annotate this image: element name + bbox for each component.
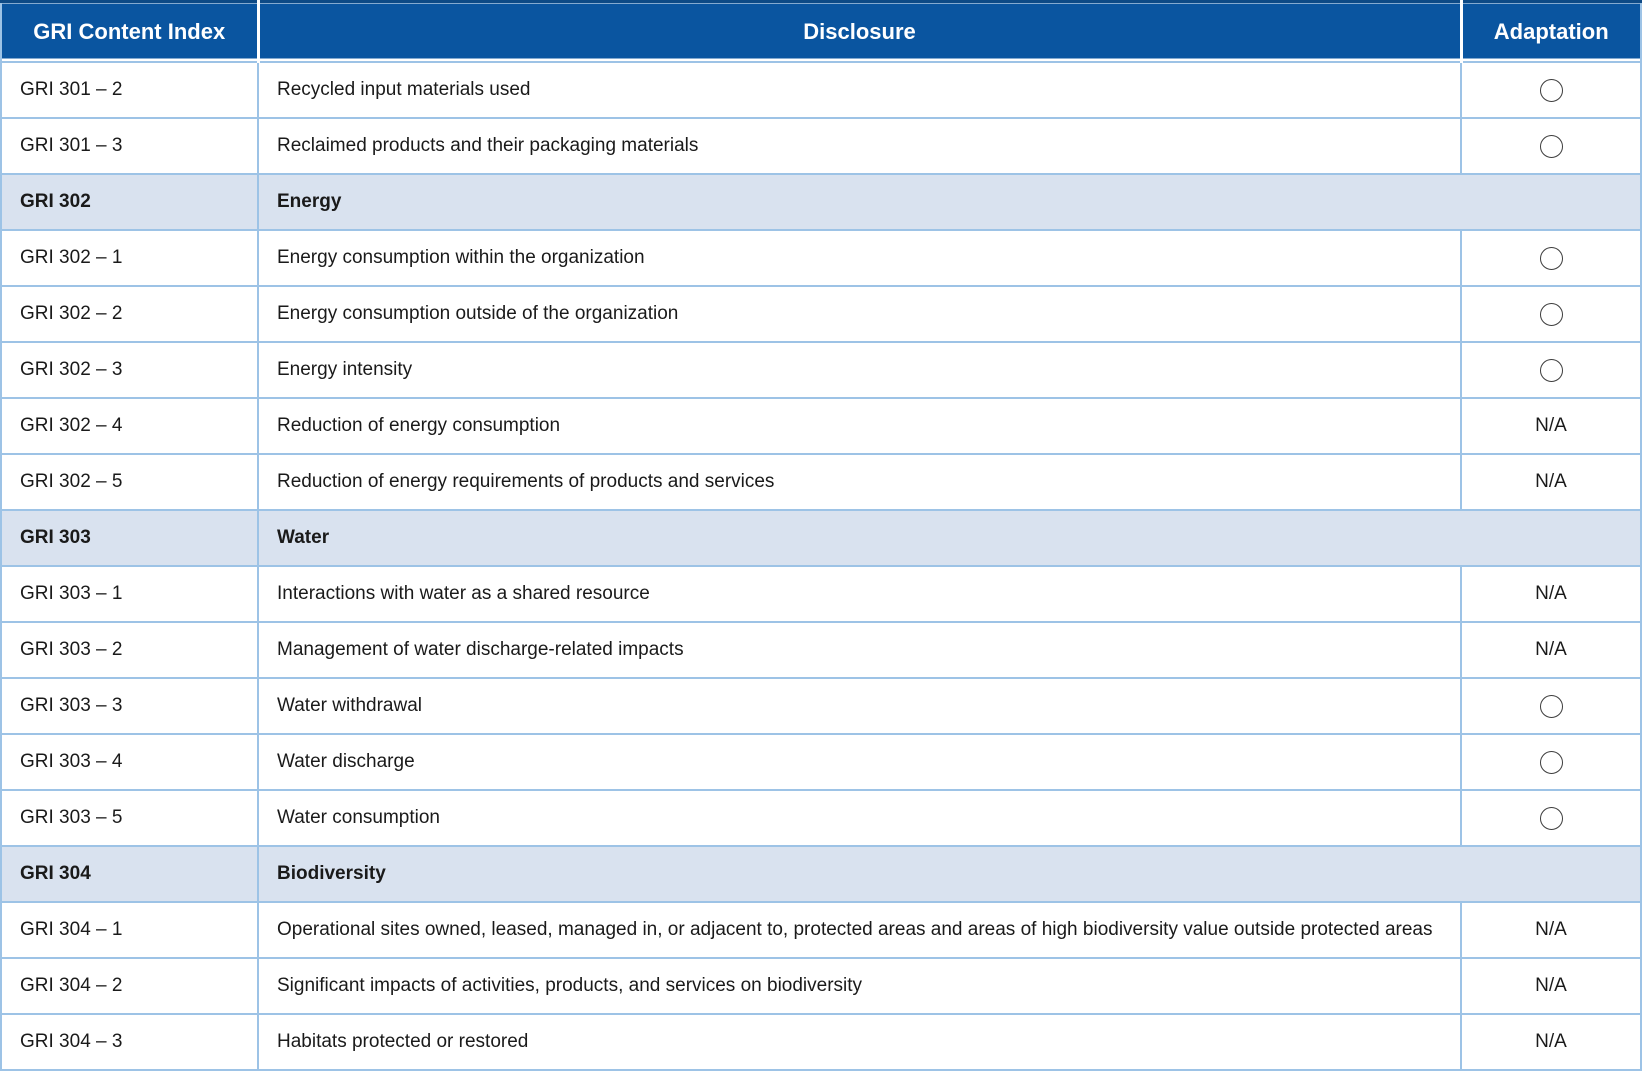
disclosure-cell: Energy consumption within the organization [258, 230, 1461, 286]
section-row [1, 174, 1641, 230]
gri-index-cell: GRI 302 – 1 [1, 230, 258, 286]
column-header-gri-content-index: GRI Content Index [1, 2, 258, 63]
disclosure-cell: Recycled input materials used [258, 62, 1461, 118]
adaptation-cell: N/A [1461, 1014, 1641, 1070]
adaptation-cell: N/A [1461, 398, 1641, 454]
disclosure-cell: Habitats protected or restored [258, 1014, 1461, 1070]
table-row [1, 342, 1641, 398]
adaptation-cell: N/A [1461, 902, 1641, 958]
section-row [1, 846, 1641, 902]
section-title-cell: Water [258, 510, 1641, 566]
adaptation-circle-icon [1540, 135, 1563, 158]
gri-index-cell: GRI 302 – 3 [1, 342, 258, 398]
column-header-adaptation: Adaptation [1461, 2, 1641, 63]
table-header [1, 2, 1641, 63]
table-row [1, 398, 1641, 454]
header-row [1, 2, 1641, 63]
adaptation-circle-icon [1540, 247, 1563, 270]
adaptation-circle-icon [1540, 807, 1563, 830]
adaptation-cell: N/A [1461, 454, 1641, 510]
table-row [1, 286, 1641, 342]
adaptation-cell: N/A [1461, 622, 1641, 678]
gri-index-cell: GRI 303 – 3 [1, 678, 258, 734]
table-row [1, 622, 1641, 678]
adaptation-circle-icon [1540, 79, 1563, 102]
gri-index-cell: GRI 302 – 5 [1, 454, 258, 510]
adaptation-circle-icon [1540, 751, 1563, 774]
table-row [1, 790, 1641, 846]
table-row [1, 734, 1641, 790]
table-row [1, 566, 1641, 622]
adaptation-cell [1461, 62, 1641, 118]
disclosure-cell: Interactions with water as a shared resource [258, 566, 1461, 622]
table-row [1, 958, 1641, 1014]
section-title-cell: Energy [258, 174, 1641, 230]
adaptation-cell [1461, 790, 1641, 846]
gri-index-cell: GRI 304 – 3 [1, 1014, 258, 1070]
disclosure-cell: Reduction of energy requirements of products and services [258, 454, 1461, 510]
table-row [1, 118, 1641, 174]
disclosure-cell: Operational sites owned, leased, managed in, or adjacent to, protected areas and areas of high biodiversity value outside protected areas [258, 902, 1461, 958]
gri-index-cell: GRI 303 – 1 [1, 566, 258, 622]
gri-index-cell: GRI 301 – 2 [1, 62, 258, 118]
gri-index-cell: GRI 301 – 3 [1, 118, 258, 174]
disclosure-cell: Management of water discharge-related impacts [258, 622, 1461, 678]
adaptation-circle-icon [1540, 303, 1563, 326]
gri-index-cell: GRI 303 [1, 510, 258, 566]
table-row [1, 230, 1641, 286]
adaptation-cell: N/A [1461, 566, 1641, 622]
section-title-cell: Biodiversity [258, 846, 1641, 902]
column-header-disclosure: Disclosure [258, 2, 1461, 63]
adaptation-cell [1461, 734, 1641, 790]
disclosure-cell: Energy intensity [258, 342, 1461, 398]
adaptation-circle-icon [1540, 695, 1563, 718]
gri-index-cell: GRI 304 [1, 846, 258, 902]
table-row [1, 902, 1641, 958]
adaptation-cell [1461, 678, 1641, 734]
table-row [1, 1014, 1641, 1070]
disclosure-cell: Energy consumption outside of the organization [258, 286, 1461, 342]
gri-index-cell: GRI 303 – 4 [1, 734, 258, 790]
gri-index-cell: GRI 304 – 1 [1, 902, 258, 958]
gri-index-cell: GRI 302 – 2 [1, 286, 258, 342]
table-body [1, 62, 1641, 1070]
gri-index-cell: GRI 303 – 5 [1, 790, 258, 846]
adaptation-circle-icon [1540, 359, 1563, 382]
gri-index-cell: GRI 302 [1, 174, 258, 230]
disclosure-cell: Reduction of energy consumption [258, 398, 1461, 454]
table-row [1, 454, 1641, 510]
table-row [1, 62, 1641, 118]
gri-index-cell: GRI 304 – 2 [1, 958, 258, 1014]
disclosure-cell: Significant impacts of activities, products, and services on biodiversity [258, 958, 1461, 1014]
adaptation-cell [1461, 286, 1641, 342]
gri-index-cell: GRI 302 – 4 [1, 398, 258, 454]
disclosure-cell: Water discharge [258, 734, 1461, 790]
disclosure-cell: Water withdrawal [258, 678, 1461, 734]
adaptation-cell: N/A [1461, 958, 1641, 1014]
adaptation-cell [1461, 118, 1641, 174]
table-row [1, 678, 1641, 734]
gri-index-cell: GRI 303 – 2 [1, 622, 258, 678]
disclosure-cell: Water consumption [258, 790, 1461, 846]
adaptation-cell [1461, 230, 1641, 286]
adaptation-cell [1461, 342, 1641, 398]
section-row [1, 510, 1641, 566]
disclosure-cell: Reclaimed products and their packaging materials [258, 118, 1461, 174]
